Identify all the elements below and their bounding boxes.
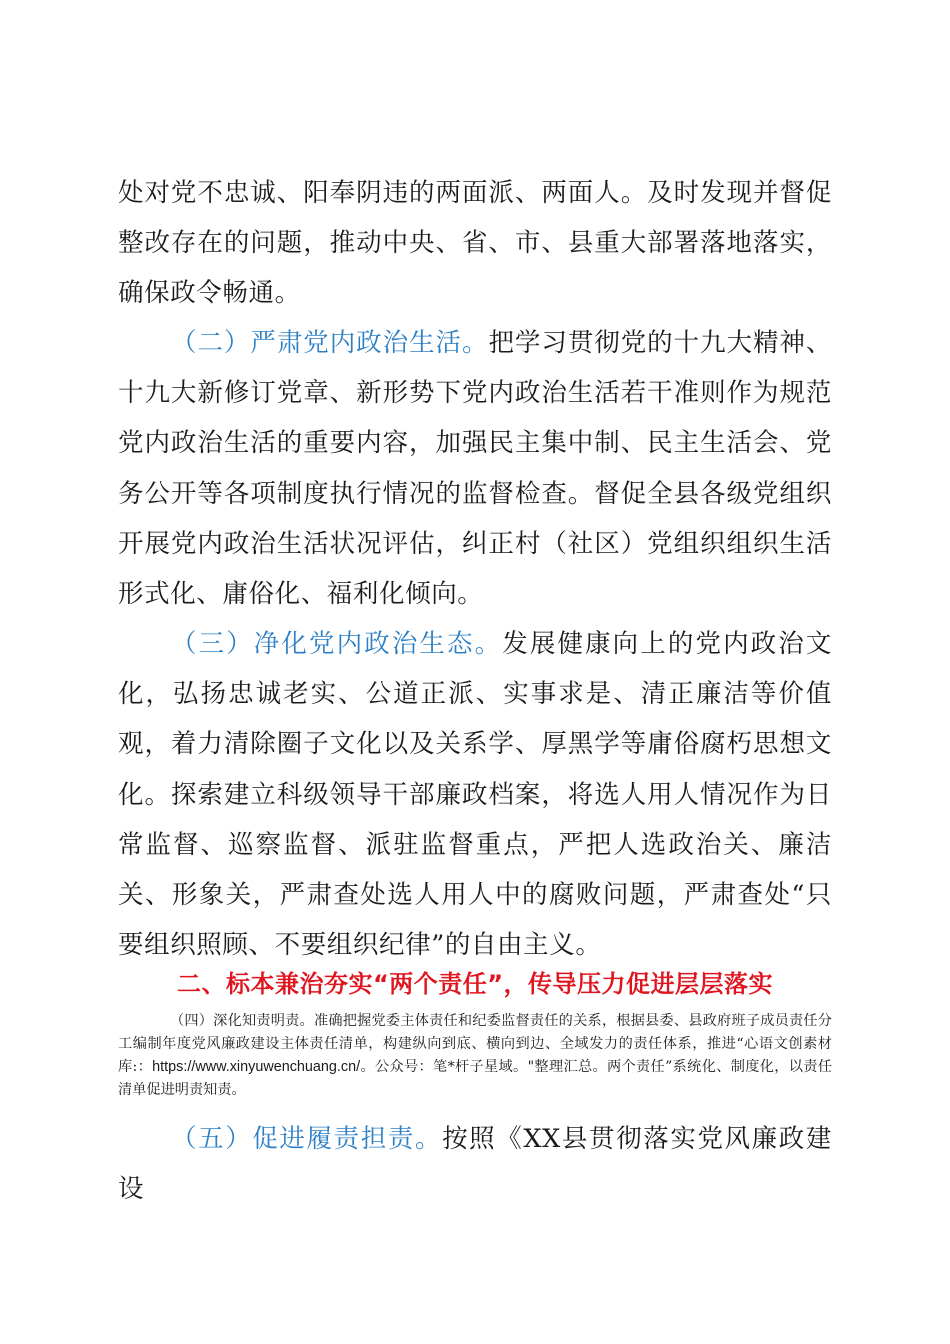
paragraph-text: 处对党不忠诚、阳奉阴违的两面派、两面人。及时发现并督促整改存在的问题，推动中央、省、市、县重大部署落地落实，确保政令畅通。 [118, 178, 832, 309]
paragraph-text: （四）深化知责明责。准确把握党委主体责任和纪委监督责任的关系，根据县委、县政府班子成员责任分工编制年度党风廉政建设主体责任清单，构建纵向到底、横向到边、全域发力的责任体系，推进“心语文创素材库:： [118, 1013, 832, 1075]
paragraph-5 [118, 1114, 832, 1214]
paragraph-2 [118, 318, 832, 619]
paragraph-continuation [118, 168, 832, 319]
section-heading: 二、标本兼治夯实“两个责任”，传导压力促进层层落实 [176, 970, 774, 998]
paragraph-text: 把学习贯彻党的十九大精神、十九大新修订党章、新形势下党内政治生活若干准则作为规范党内政治生活的重要内容，加强民主集中制、民主生活会、党务公开等各项制度执行情况的监督检查。督促全县各级党组织开展党内政治生活状况评估，纠正村（社区）党组织组织生活形式化、庸俗化、福利化倾向。 [118, 328, 832, 610]
subheading-5: （五）促进履责担责。 [171, 1124, 443, 1154]
source-url: https://www.xinyuwenchuang.cn/ [152, 1059, 361, 1075]
paragraph-4 [118, 1010, 832, 1102]
paragraph-text: 发展健康向上的党内政治文化，弘扬忠诚老实、公道正派、实事求是、清正廉洁等价值观，着力清除圈子文化以及关系学、厚黑学等庸俗腐朽思想文化。探索建立科级领导干部廉政档案，将选人用人情况作为日常监督、巡察监督、派驻监督重点，严把人选政治关、廉洁关、形象关，严肃查处选人用人中的腐败问题，严肃查处“只要组织照顾、不要组织纪律”的自由主义。 [118, 629, 832, 961]
subheading-2: （二）严肃党内政治生活。 [171, 328, 489, 358]
paragraph-3 [118, 619, 832, 970]
subheading-3: （三）净化党内政治生态。 [171, 629, 503, 659]
paragraph-text: 按照《XX县贯彻落实党风廉政建设 [118, 1124, 832, 1205]
paragraph-text: 。公众号：笔*杆子星域。"整理汇总。两个责任”系统化、制度化，以责任清单促进明责知责。 [118, 1059, 833, 1098]
